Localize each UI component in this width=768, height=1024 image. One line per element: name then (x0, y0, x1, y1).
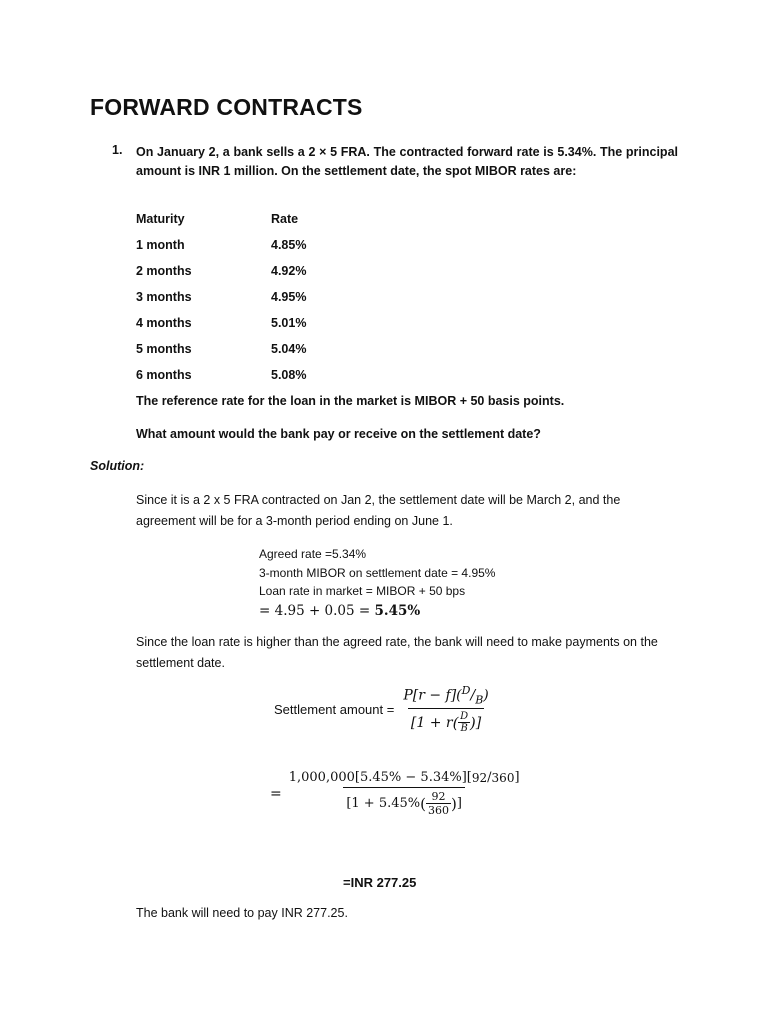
calc-den-close: ] (456, 796, 462, 811)
formula-den-d: D (460, 711, 469, 723)
formula-num-main: P[r − f]( (403, 687, 462, 704)
formula-den-close: ] (475, 714, 482, 731)
question-text (136, 143, 678, 181)
sum-result: 5.45% (374, 602, 421, 619)
reference-rate-text: The reference rate for the loan in the market is MIBOR + 50 basis points. (136, 394, 565, 408)
table-cell-rate: 4.85% (271, 238, 307, 252)
page-title: FORWARD CONTRACTS (90, 94, 363, 120)
calc-num-92: 92 (471, 770, 488, 785)
table-header-rate: Rate (271, 212, 299, 226)
calc-equals: = (270, 785, 282, 802)
paragraph-2-line-2: settlement date. (136, 656, 225, 670)
solution-line-1: Since it is a 2 x 5 FRA contracted on Jan 2, the settlement date will be March 2, and the (136, 493, 621, 507)
formula-label: Settlement amount = (274, 701, 395, 717)
solution-paragraph-2 (136, 632, 676, 674)
formula-denominator: [1 + r ( $\frac{D}{B}$ ) ] (408, 708, 484, 734)
table-cell-maturity: 1 month (136, 238, 185, 252)
sum-line (259, 601, 495, 621)
table-cell-maturity: 3 months (136, 290, 192, 304)
calc-fraction (286, 770, 523, 817)
table-cell-rate: 5.04% (271, 342, 307, 356)
formula-num-close: ) (483, 687, 489, 704)
calculation-block (259, 545, 495, 621)
calc-den-open: [1 + 5.45% (346, 796, 421, 811)
solution-line-2: agreement will be for a 3-month period ending on June 1. (136, 514, 453, 528)
question-line-1: On January 2, a bank sells a 2 × 5 FRA. The contracted forward rate is 5.34%. The principal (136, 145, 678, 159)
solution-label: Solution: (90, 459, 145, 473)
solution-paragraph-1 (136, 490, 676, 532)
formula-den-b: B (460, 723, 468, 735)
settlement-formula (274, 684, 492, 734)
table-cell-maturity: 6 months (136, 368, 192, 382)
paragraph-2-line-1: Since the loan rate is higher than the agreed rate, the bank will need to make payments on the (136, 635, 658, 649)
calc-den-92: 92 (431, 790, 446, 803)
table-cell-maturity: 5 months (136, 342, 192, 356)
calc-denominator: [1 + 5.45% ( $\frac{92}{360}$ ) ] (343, 787, 465, 817)
conclusion-text: The bank will need to pay INR 277.25. (136, 906, 348, 920)
formula-num-b: B (475, 693, 484, 707)
question-number: 1. (112, 143, 123, 157)
table-cell-rate: 4.92% (271, 264, 307, 278)
calc-numerator: 1,000,000[5.45% − 5.34%][ 92 / 360 ] (288, 770, 520, 785)
loan-rate-line: Loan rate in market = MIBOR + 50 bps (259, 584, 466, 598)
table-cell-maturity: 2 months (136, 264, 192, 278)
calc-den-360: 360 (428, 804, 449, 817)
table-cell-maturity: 4 months (136, 316, 192, 330)
question-line-2: amount is INR 1 million. On the settlement date, the spot MIBOR rates are: (136, 164, 577, 178)
sum-prefix: = 4.95 + 0.05 = (259, 602, 375, 619)
formula-den-open: [1 + r (410, 714, 453, 731)
table-header-maturity: Maturity (136, 212, 185, 226)
formula-numerator: $P[r - f](^D/_B)$ (403, 684, 489, 707)
settlement-calculation (270, 770, 523, 817)
agreed-rate-line: Agreed rate =5.34% (259, 547, 367, 561)
result-amount: =INR 277.25 (343, 875, 417, 890)
formula-num-d: D (461, 684, 471, 697)
table-cell-rate: 5.08% (271, 368, 307, 382)
question-ask-text: What amount would the bank pay or receive on the settlement date? (136, 427, 541, 441)
calc-num-main: 1,000,000[5.45% − 5.34%][ (288, 770, 472, 785)
formula-fraction (400, 684, 491, 734)
table-cell-rate: 5.01% (271, 316, 307, 330)
calc-den-fraction (426, 790, 451, 817)
mibor-line: 3-month MIBOR on settlement date = 4.95% (259, 565, 496, 580)
table-cell-rate: 4.95% (271, 290, 307, 304)
calc-num-close: ] (514, 770, 520, 785)
formula-den-db (458, 711, 469, 734)
calc-num-360: 360 (491, 770, 515, 785)
